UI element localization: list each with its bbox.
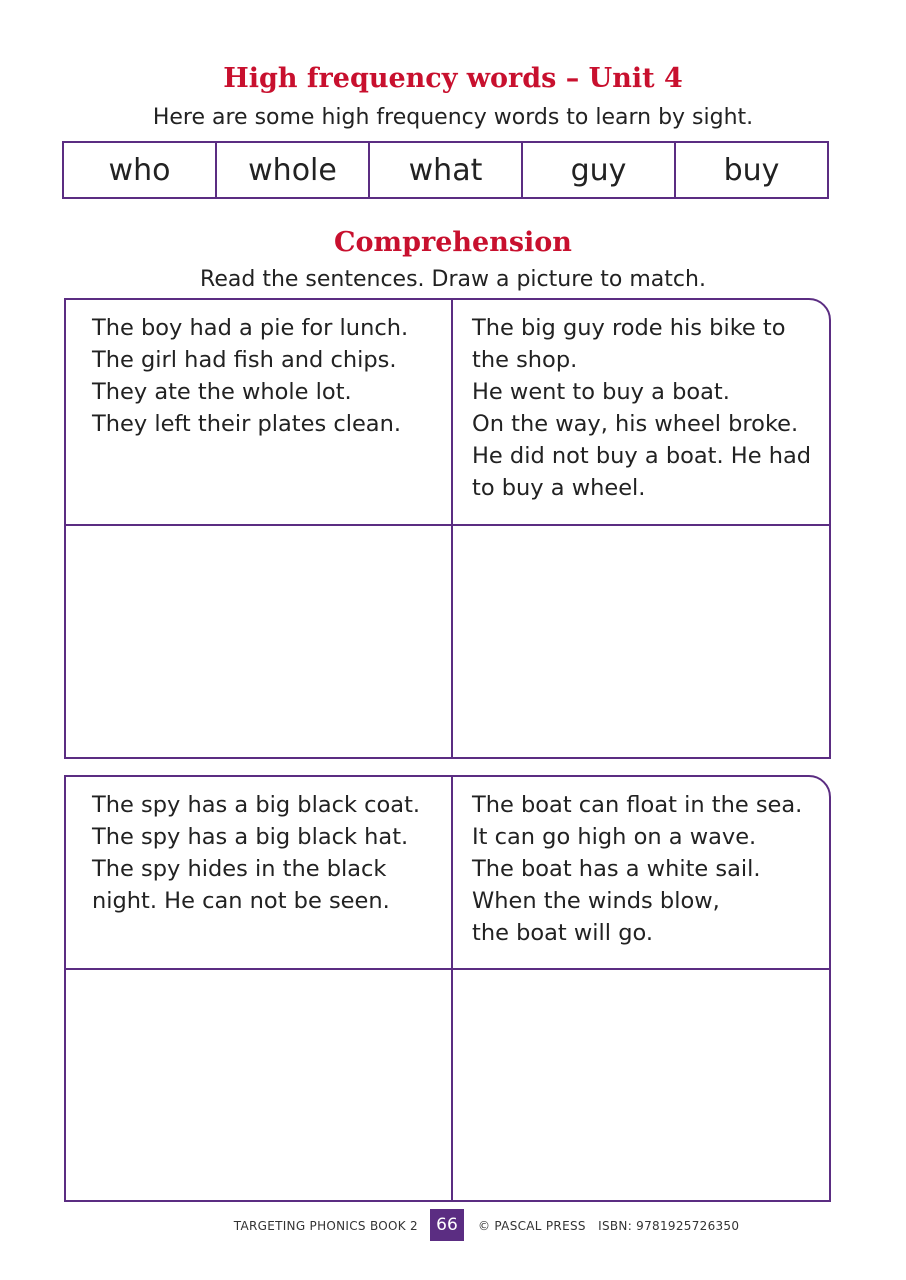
word-cell: who [64,143,217,197]
comprehension-panel-2 [64,775,831,1202]
story-line: He went to buy a boat. [472,379,730,405]
comprehension-panel-1 [64,298,831,759]
story-line: the boat will go. [472,920,653,946]
story-line: When the winds blow, [472,888,720,914]
comprehension-instruction: Read the sentences. Draw a picture to match. [200,267,706,292]
unit-instruction: Here are some high frequency words to learn by sight. [152,105,754,130]
footer-copyright: © PASCAL PRESS ISBN: 9781925726350 [478,1219,740,1233]
story-line: The boy had a pie for lunch. [92,315,409,341]
story-text-left [92,789,420,917]
story-text-right [472,789,802,949]
story-line: He did not buy a boat. He had [472,443,812,469]
story-line: The spy has a big black hat. [92,824,409,850]
panel-divider-vertical [451,300,453,757]
word-cell: buy [723,152,780,188]
panel-divider-vertical [451,777,453,1200]
story-line: On the way, his wheel broke. [472,411,799,437]
comprehension-title: Comprehension [334,227,572,258]
story-line: They ate the whole lot. [92,379,352,405]
footer-book-title: TARGETING PHONICS BOOK 2 [233,1219,418,1233]
page-footer [0,1208,906,1242]
story-line: They left their plates clean. [92,411,402,437]
unit-title: High frequency words – Unit 4 [223,63,683,94]
story-line: It can go high on a wave. [472,824,757,850]
story-line: night. He can not be seen. [92,888,390,914]
panel-divider-horizontal [64,524,831,526]
story-line: The spy has a big black coat. [92,792,421,818]
word-cell: whole [217,143,370,197]
story-line: The boat has a white sail. [472,856,761,882]
story-line: The boat can float in the sea. [472,792,803,818]
story-text-left [92,312,408,440]
story-text-right [472,312,811,504]
story-line: The spy hides in the black [92,856,387,882]
word-cell: guy [523,143,676,197]
word-table [62,141,829,199]
story-line: The girl had fish and chips. [92,347,397,373]
panel-divider-horizontal [64,968,831,970]
story-line: The big guy rode his bike to [472,315,786,341]
story-line: the shop. [472,347,578,373]
page-number: 66 [430,1209,464,1241]
word-cell: what [370,143,523,197]
story-line: to buy a wheel. [472,475,646,501]
